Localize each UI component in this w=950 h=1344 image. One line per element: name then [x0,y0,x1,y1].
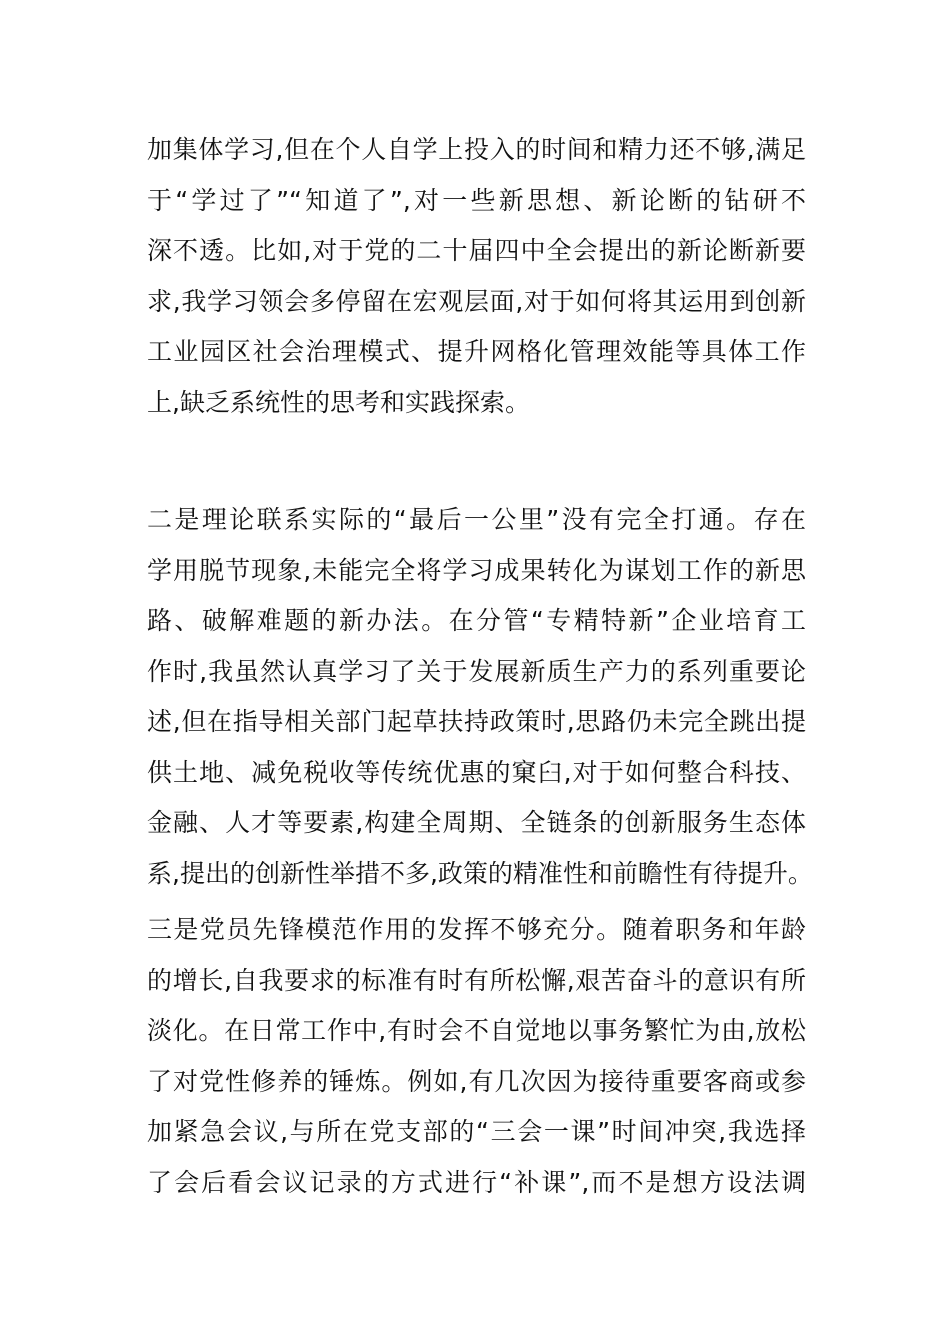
text-line: 加紧急会议,与所在党支部的“三会一课”时间冲突,我选择 [147,1117,806,1146]
text-line: 加集体学习,但在个人自学上投入的时间和精力还不够,满足 [147,135,806,164]
text-line: 了会后看会议记录的方式进行“补课”,而不是想方设法调 [147,1167,806,1197]
text-line: 三是党员先锋模范作用的发挥不够充分。随着职务和年龄 [147,915,806,944]
paragraph-exemplary-role [147,905,806,1208]
text-line: 了对党性修养的锤炼。例如,有几次因为接待重要客商或参 [147,1066,806,1096]
text-line: 作时,我虽然认真学习了关于发展新质生产力的系列重要论 [147,656,806,686]
text-line: 的增长,自我要求的标准有时有所松懈,艰苦奋斗的意识有所 [147,965,806,995]
text-line: 求,我学习领会多停留在宏观层面,对于如何将其运用到创新 [147,286,806,316]
text-line: 淡化。在日常工作中,有时会不自觉地以事务繁忙为由,放松 [147,1016,806,1045]
paragraph-study-depth [147,125,806,428]
text-line: 系,提出的创新性举措不多,政策的精准性和前瞻性有待提升。 [147,858,813,888]
text-line: 路、破解难题的新办法。在分管“专精特新”企业培育工 [147,606,806,635]
text-line: 上,缺乏系统性的思考和实践探索。 [147,387,530,417]
text-line: 工业园区社会治理模式、提升网格化管理效能等具体工作 [147,337,806,366]
text-line: 述,但在指导相关部门起草扶持政策时,思路仍未完全跳出提 [147,707,806,736]
text-line: 深不透。比如,对于党的二十届四中全会提出的新论断新要 [147,236,806,265]
paragraph-theory-practice [147,495,813,899]
text-line: 学用脱节现象,未能完全将学习成果转化为谋划工作的新思 [147,555,806,585]
text-line: 金融、人才等要素,构建全周期、全链条的创新服务生态体 [147,808,806,837]
text-line: 二是理论联系实际的“最后一公里”没有完全打通。存在 [147,505,806,534]
text-line: 于“学过了”“知道了”,对一些新思想、新论断的钻研不 [147,185,806,215]
text-line: 供土地、减免税收等传统优惠的窠臼,对于如何整合科技、 [147,757,806,787]
